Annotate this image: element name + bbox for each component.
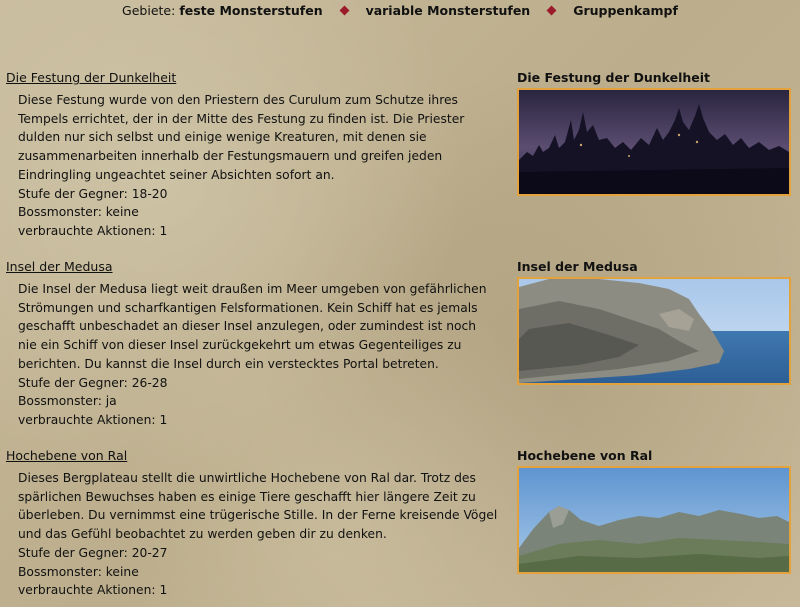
area-link[interactable]: Hochebene von Ral: [6, 448, 128, 463]
nav-fixed-levels-link[interactable]: feste Monsterstufen: [179, 3, 323, 18]
area-description: [18, 469, 498, 600]
area-link[interactable]: Insel der Medusa: [6, 259, 113, 274]
island-cliff-image: [519, 279, 789, 383]
area-description-text: Dieses Bergplateau stellt die unwirtliche Hochebene von Ral dar. Trotz des spärlichen Bewuchses haben es einige Tiere geschafft hier längere Zeit zu überleben. Du vernimmst eine trügerische Stille. In der Ferne kreisende Vögel und das Gefühl beobachtet zu werden geben dir zu denken.: [18, 471, 498, 542]
area-actions-cost: verbrauchte Aktionen: 1: [18, 583, 168, 598]
area-enemy-level: Stufe der Gegner: 20-27: [18, 545, 168, 560]
nav-group-fight-link[interactable]: Gruppenkampf: [573, 3, 678, 18]
area-description-text: Diese Festung wurde von den Priestern des Curulum zum Schutze ihres Tempels errichtet, der in der Mitte des Festung zu finden ist. Die Priester dulden nur sich selbst und einige wenige Kreaturen, mit denen sie zusammenarbeiten innerhalb der Festungsmauern und greifen jeden Eindringling ungeachtet seiner Absichten sofort an.: [18, 93, 465, 182]
area-description: [18, 91, 498, 241]
area-description: [18, 280, 498, 430]
plateau-image: [519, 468, 789, 572]
separator-diamond-icon: [547, 6, 557, 16]
area-boss-info: Bossmonster: keine: [18, 564, 139, 579]
area-enemy-level: Stufe der Gegner: 26-28: [18, 375, 168, 390]
area-actions-cost: verbrauchte Aktionen: 1: [18, 412, 168, 427]
area-enemy-level: Stufe der Gegner: 18-20: [18, 186, 168, 201]
area-image-title: Die Festung der Dunkelheit: [517, 70, 711, 85]
separator-diamond-icon: [339, 6, 349, 16]
area-image-title: Hochebene von Ral: [517, 448, 653, 463]
area-boss-info: Bossmonster: keine: [18, 205, 139, 220]
area-actions-cost: verbrauchte Aktionen: 1: [18, 223, 168, 238]
area-image-ral-plateau[interactable]: [517, 466, 791, 574]
area-link[interactable]: Die Festung der Dunkelheit: [6, 70, 177, 85]
area-navigation: [0, 3, 800, 18]
nav-prefix: Gebiete:: [122, 3, 176, 18]
area-description-text: Die Insel der Medusa liegt weit draußen im Meer umgeben von gefährlichen Strömungen und scharfkantigen Felsformationen. Kein Schiff hat es jemals geschafft unbeschadet an dieser Insel anzulegen, oder zumindest ist noch nie ein Schiff von dieser Insel zurückgekehrt um etwas Gegenteiliges zu berichten. Du kannst die Insel durch ein verstecktes Portal betreten.: [18, 282, 487, 371]
area-image-fortress[interactable]: [517, 88, 791, 196]
area-image-title: Insel der Medusa: [517, 259, 638, 274]
area-image-medusa-island[interactable]: [517, 277, 791, 385]
nav-variable-levels-link[interactable]: variable Monsterstufen: [365, 3, 531, 18]
fortress-image: [519, 90, 789, 194]
area-boss-info: Bossmonster: ja: [18, 394, 117, 409]
